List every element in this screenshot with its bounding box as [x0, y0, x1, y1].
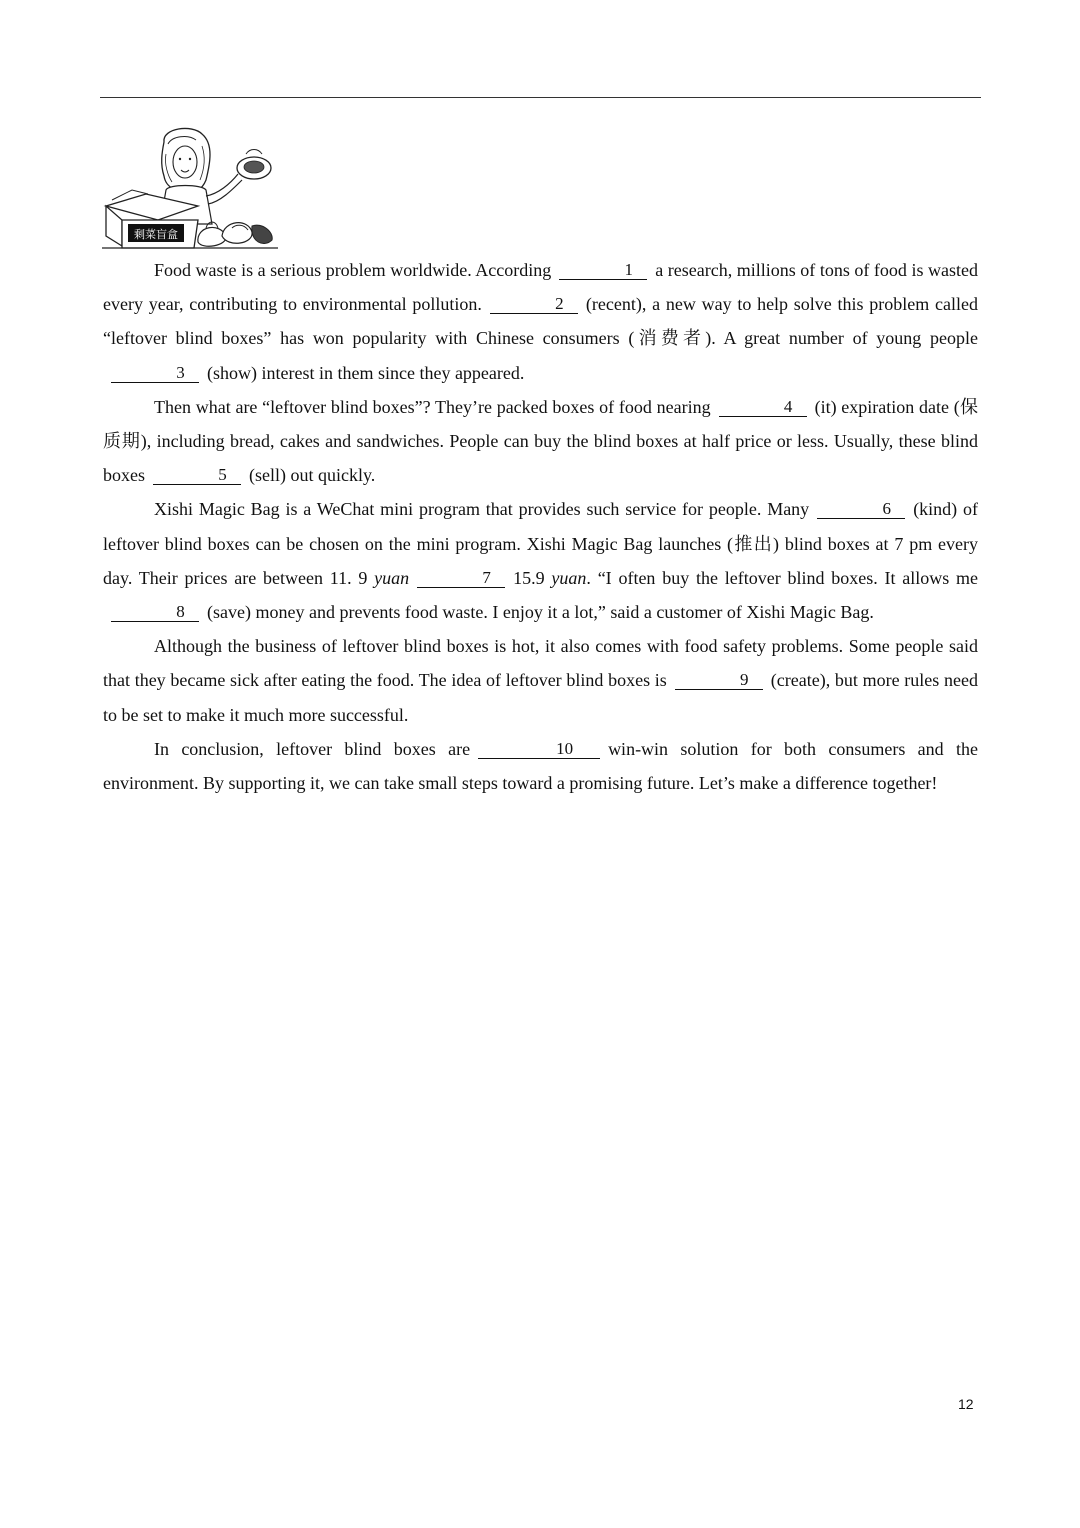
- blank-10[interactable]: 10: [478, 740, 600, 759]
- paragraph-3: [103, 492, 978, 629]
- currency-yuan: yuan: [374, 567, 410, 588]
- paragraph-text: (sell) out quickly.: [249, 465, 376, 486]
- paragraph-text: Food waste is a serious problem worldwide. According: [154, 260, 552, 280]
- paragraph-2: [103, 390, 978, 493]
- paragraph-text: win-win solution for both consumers and the environment. By supporting it, we can take small steps toward a promising future. Let’s make a difference together!: [103, 738, 978, 794]
- paragraph-1: [103, 253, 978, 390]
- paragraph-text: 15.9: [513, 567, 545, 588]
- currency-yuan: yuan: [551, 567, 587, 588]
- paragraph-text: a research, millions of tons of food is wasted every year, contributing to environmental pollution.: [103, 260, 978, 315]
- paragraph-5: [103, 732, 978, 800]
- blank-2[interactable]: 2: [490, 295, 578, 314]
- header-rule: [100, 97, 981, 98]
- paragraph-text: Then what are “leftover blind boxes”? They’re packed boxes of food nearing: [154, 396, 711, 417]
- paragraph-text: (show) interest in them since they appeared.: [207, 362, 525, 383]
- paragraph-text: (recent), a new way to help solve this problem called “leftover blind boxes” has won popularity with Chinese consumers (消费者). A great number of young people: [103, 294, 978, 349]
- paragraph-text: (create), but more rules need to be set to make it much more successful.: [103, 670, 978, 725]
- paragraph-text: Although the business of leftover blind boxes is hot, it also comes with food safety problems. Some people said that they became sick after eating the food. The idea of leftover blind boxes is: [103, 636, 978, 691]
- paragraph-text: Xishi Magic Bag is a WeChat mini program that provides such service for people. Many: [154, 499, 810, 520]
- blank-9[interactable]: 9: [675, 671, 763, 690]
- paragraph-text: In conclusion, leftover blind boxes are: [154, 738, 471, 759]
- paragraph-text: (save) money and prevents food waste. I enjoy it a lot,” said a customer of Xishi Magic Bag.: [207, 602, 874, 623]
- box-label: 剩菜盲盒: [134, 228, 178, 241]
- blank-7[interactable]: 7: [417, 569, 505, 588]
- blank-8[interactable]: 8: [111, 603, 199, 622]
- passage: [103, 253, 978, 800]
- paragraph-text: (it) expiration date (保质期), including bread, cakes and sandwiches. People can buy the blind boxes at half price or less. Usually, these blind boxes: [103, 396, 978, 486]
- leftover-blind-box-woman-illustration: [102, 124, 278, 254]
- blank-1[interactable]: 1: [559, 261, 647, 280]
- blank-3[interactable]: 3: [111, 364, 199, 383]
- paragraph-text: . “I often buy the leftover blind boxes. It allows me: [586, 567, 979, 588]
- blank-5[interactable]: 5: [153, 466, 241, 485]
- paragraph-4: [103, 629, 978, 732]
- blank-4[interactable]: 4: [719, 398, 807, 417]
- blank-6[interactable]: 6: [817, 500, 905, 519]
- paragraph-text: (kind) of leftover blind boxes can be chosen on the mini program. Xishi Magic Bag launches (推出) blind boxes at 7 pm every day. Their prices are between 11. 9: [103, 499, 979, 588]
- page-number: 12: [958, 1396, 974, 1412]
